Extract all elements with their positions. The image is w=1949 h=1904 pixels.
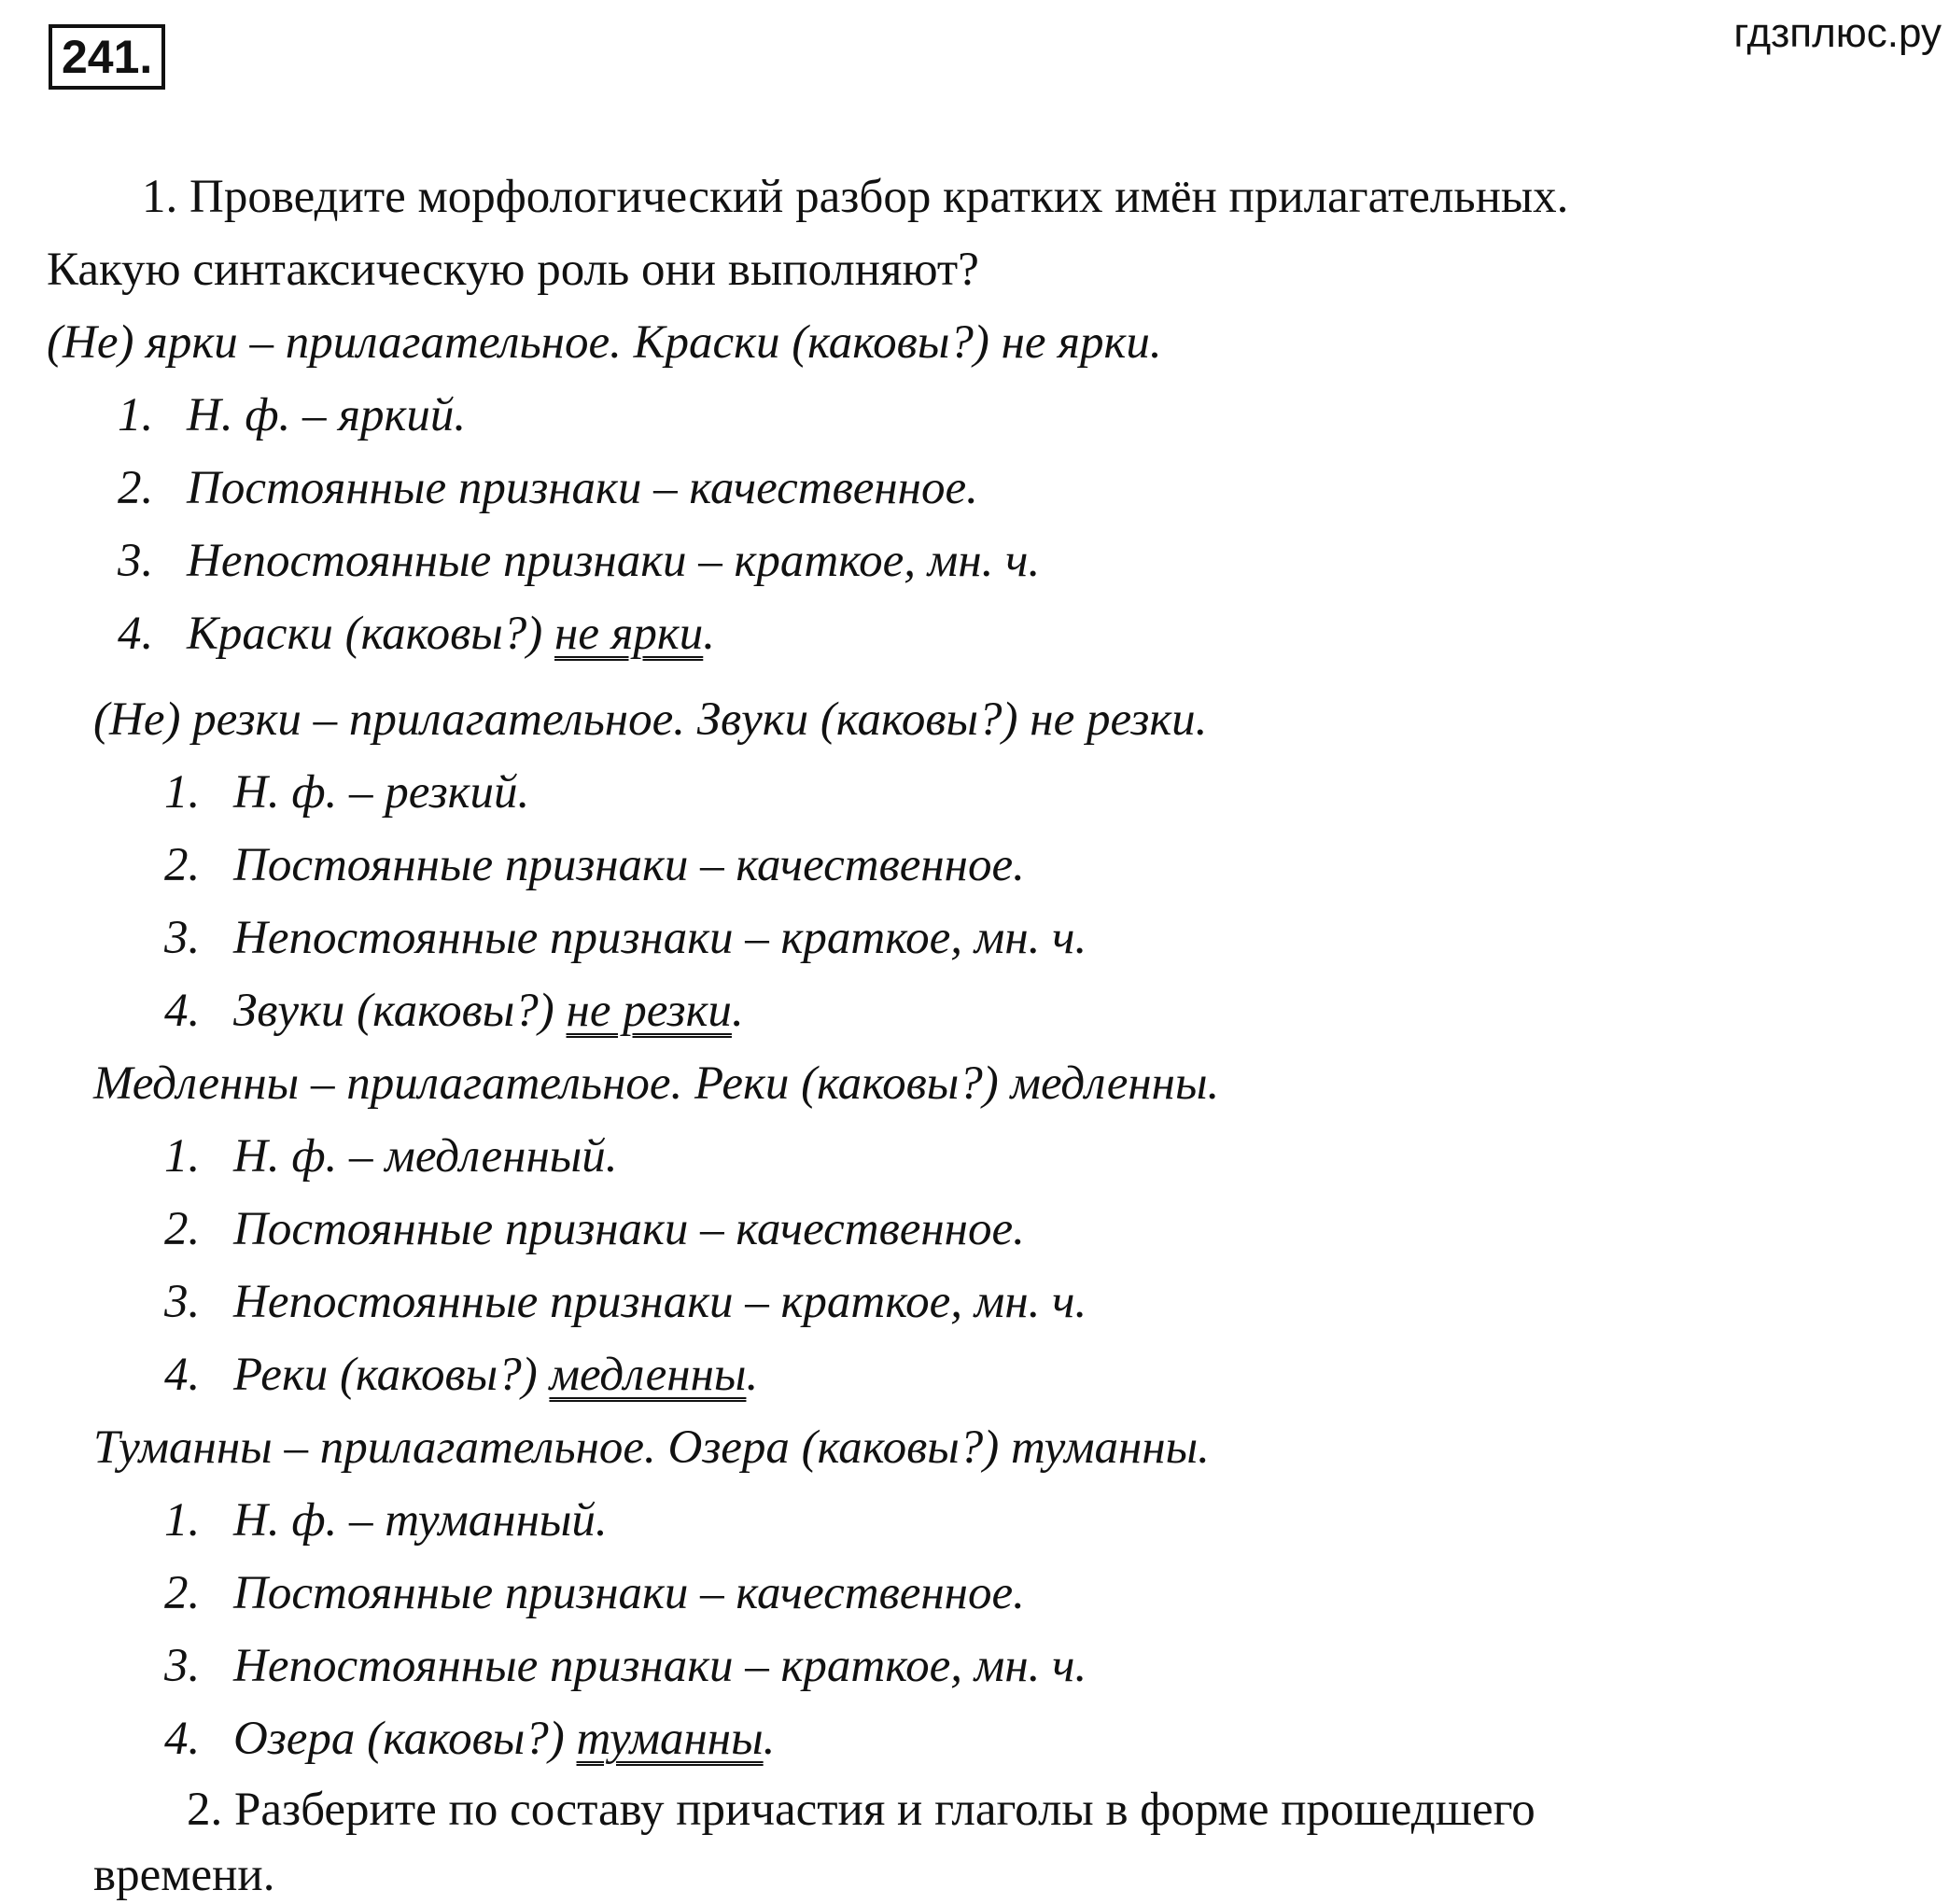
- block4-item4: [164, 1710, 775, 1768]
- underlined-predicate: не ярки: [554, 608, 704, 660]
- item-punct: .: [731, 985, 744, 1037]
- block3-heading: Медленны – прилагательное. Реки (каковы?) медленны.: [93, 1057, 1220, 1110]
- item-punct: .: [703, 608, 716, 660]
- item-punct: .: [763, 1713, 776, 1765]
- block2-item2: [164, 836, 1025, 894]
- item-text: Н. ф. – резкий.: [233, 766, 530, 819]
- item-text: Реки (каковы?): [233, 1349, 550, 1401]
- block1-item3: [118, 532, 1040, 590]
- block1-item1: [118, 386, 466, 444]
- item-number: 3.: [164, 1276, 201, 1328]
- item-number: 3.: [118, 535, 154, 587]
- item-number: 1.: [164, 1494, 201, 1547]
- block1-item2: [118, 459, 978, 517]
- task2-line2: времени.: [93, 1849, 275, 1901]
- block1-item4: [118, 605, 715, 663]
- task1-line1: 1. Проведите морфологический разбор кратких имён прилагательных.: [142, 171, 1569, 223]
- item-text: Н. ф. – туманный.: [233, 1494, 608, 1547]
- item-number: 2.: [164, 839, 201, 891]
- task1-line2: Какую синтаксическую роль они выполняют?: [47, 244, 979, 296]
- item-number: 3.: [164, 1640, 201, 1692]
- site-watermark: гдзплюс.ру: [1733, 10, 1942, 56]
- underlined-predicate: туманны: [576, 1713, 764, 1765]
- block4-item3: [164, 1637, 1087, 1695]
- item-number: 2.: [164, 1203, 201, 1255]
- task-number-box: 241.: [49, 24, 165, 90]
- item-punct: .: [746, 1349, 759, 1401]
- item-text: Непостоянные признаки – краткое, мн. ч.: [233, 1276, 1087, 1328]
- block3-item1: [164, 1127, 618, 1185]
- block2-item4: [164, 982, 744, 1040]
- underlined-predicate: не резки: [566, 985, 732, 1037]
- item-number: 4.: [164, 1349, 201, 1401]
- block4-item2: [164, 1564, 1025, 1622]
- block2-item1: [164, 763, 529, 821]
- item-text: Звуки (каковы?): [233, 985, 567, 1037]
- item-number: 1.: [164, 1130, 201, 1183]
- item-text: Постоянные признаки – качественное.: [233, 1567, 1025, 1619]
- item-text: Н. ф. – медленный.: [233, 1130, 618, 1183]
- block2-item3: [164, 909, 1087, 967]
- item-text: Непостоянные признаки – краткое, мн. ч.: [233, 1640, 1087, 1692]
- item-text: Постоянные признаки – качественное.: [233, 1203, 1025, 1255]
- item-number: 4.: [164, 1713, 201, 1765]
- block4-item1: [164, 1491, 608, 1549]
- item-number: 3.: [164, 912, 201, 964]
- block2-heading: (Не) резки – прилагательное. Звуки (каковы?) не резки.: [93, 693, 1208, 746]
- item-number: 4.: [164, 985, 201, 1037]
- block3-item2: [164, 1200, 1025, 1258]
- item-text: Озера (каковы?): [233, 1713, 577, 1765]
- item-text: Постоянные признаки – качественное.: [187, 462, 978, 514]
- item-number: 2.: [118, 462, 154, 514]
- item-number: 2.: [164, 1567, 201, 1619]
- item-text: Н. ф. – яркий.: [187, 389, 467, 441]
- underlined-predicate: медленны: [549, 1349, 747, 1401]
- item-text: Непостоянные признаки – краткое, мн. ч.: [187, 535, 1041, 587]
- item-text: Краски (каковы?): [187, 608, 555, 660]
- item-number: 1.: [164, 766, 201, 819]
- block3-item3: [164, 1273, 1087, 1331]
- task2-line1: 2. Разберите по составу причастия и глаголы в форме прошедшего: [187, 1784, 1535, 1836]
- block1-heading: (Не) ярки – прилагательное. Краски (каковы?) не ярки.: [47, 316, 1162, 369]
- block3-item4: [164, 1346, 758, 1404]
- item-number: 1.: [118, 389, 154, 441]
- item-text: Постоянные признаки – качественное.: [233, 839, 1025, 891]
- item-number: 4.: [118, 608, 154, 660]
- item-text: Непостоянные признаки – краткое, мн. ч.: [233, 912, 1087, 964]
- block4-heading: Туманны – прилагательное. Озера (каковы?) туманны.: [93, 1421, 1210, 1474]
